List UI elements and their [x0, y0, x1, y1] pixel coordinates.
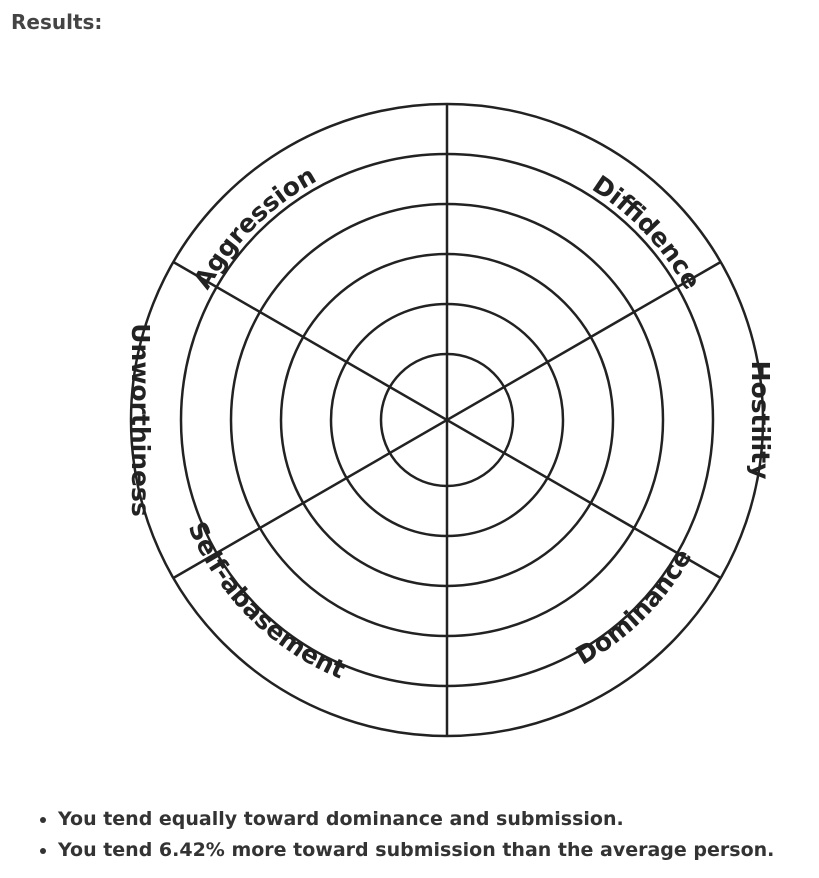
segment-label-dominance: Dominance [570, 543, 698, 671]
segment-label-unworthiness: Unworthiness [126, 323, 155, 517]
results-heading: Results: [11, 10, 103, 34]
result-item: • You tend 6.42% more toward submission than the average person. [58, 835, 774, 866]
segment-label-aggression: Aggression [187, 160, 321, 294]
result-item: • You tend equally toward dominance and submission. [58, 804, 774, 835]
segment-label-diffidence: Diffidence [587, 169, 707, 295]
segment-label-hostility: Hostility [746, 360, 775, 480]
segment-label-self-abasement: Self-abasement [182, 517, 350, 685]
results-list [30, 804, 774, 866]
